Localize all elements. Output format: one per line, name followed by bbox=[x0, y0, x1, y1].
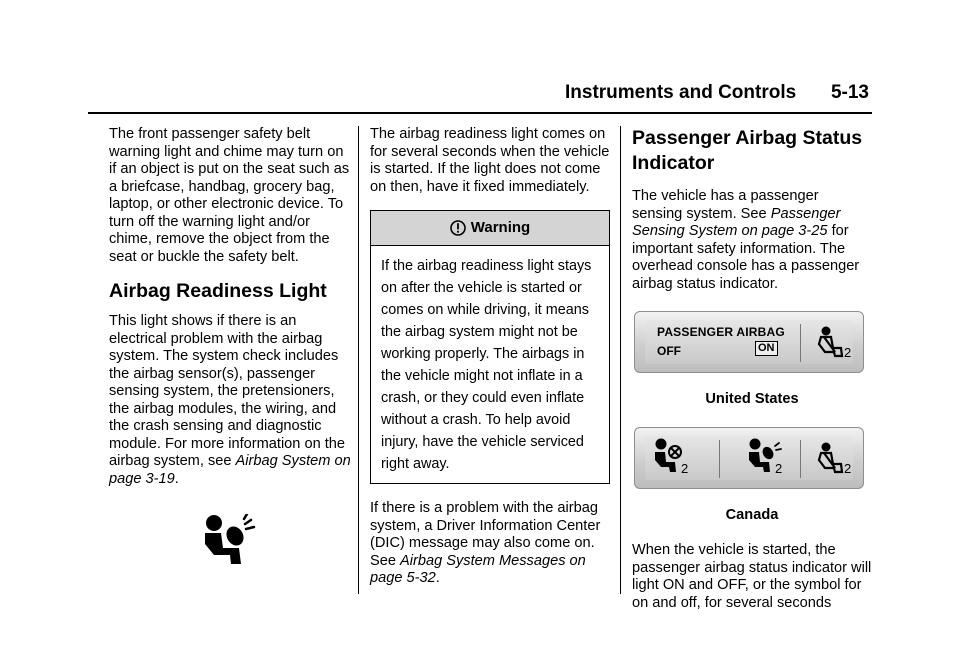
header-rule bbox=[88, 112, 872, 114]
column-divider bbox=[358, 126, 359, 594]
seat-number: 2 bbox=[775, 460, 783, 476]
figure-caption: Canada bbox=[725, 506, 779, 523]
warning-text: If the airbag readiness light stays on after the vehicle is started or comes on while driving, it means the airbag system might not be working properly. The airbags in the vehicle might not inflate in a crash, or they could even inflate without a crash. To help avoid injury, have the vehicle serviced right away. bbox=[381, 258, 592, 472]
seat-number: 2 bbox=[681, 460, 689, 476]
column-1 bbox=[109, 126, 351, 572]
paragraph-text: . bbox=[174, 470, 179, 487]
panel-divider bbox=[719, 440, 720, 478]
section-heading: Airbag Readiness Light bbox=[109, 280, 327, 302]
paragraph-text: for important safety information. The overhead console has a passenger airbag status indicator. bbox=[632, 223, 860, 292]
column-3 bbox=[632, 126, 872, 626]
paragraph-text: This light shows if there is an electrical problem with the airbag system. The system check includes the airbag sensor(s), passenger sensing system, the pretensioners, the airbag modules, the wiring, and the crash sensing and diagnostic module. For more information on the airbag system, see bbox=[109, 313, 346, 469]
seat-number: 2 bbox=[844, 345, 852, 360]
cross-reference[interactable]: Airbag System on page 3-19 bbox=[109, 453, 351, 487]
page-number: 5-13 bbox=[830, 82, 869, 103]
paragraph bbox=[109, 313, 351, 488]
cross-reference[interactable]: Passenger Sensing System on page 3-25 bbox=[632, 205, 841, 239]
paragraph: When the vehicle is started, the passenger airbag status indicator will light ON and OFF, or the symbol for on and off, for several seconds bbox=[632, 542, 872, 611]
paragraph-text: The vehicle has a passenger sensing system. See bbox=[632, 188, 819, 222]
cross-reference[interactable]: Airbag System Messages on page 5-32 bbox=[370, 552, 586, 586]
off-label: OFF bbox=[657, 344, 681, 358]
seat-number: 2 bbox=[844, 460, 852, 476]
warning-icon bbox=[450, 220, 466, 236]
section-heading: Passenger Airbag Status Indicator bbox=[632, 127, 863, 174]
column-divider bbox=[620, 126, 621, 594]
paragraph-text: . bbox=[435, 570, 440, 586]
airbag-readiness-icon bbox=[201, 514, 351, 572]
warning-header bbox=[371, 211, 609, 246]
paragraph bbox=[632, 188, 872, 293]
panel-divider bbox=[800, 440, 801, 478]
page-header bbox=[565, 82, 869, 104]
passenger-airbag-label: PASSENGER AIRBAG bbox=[657, 325, 785, 339]
paragraph bbox=[370, 500, 610, 588]
paragraph: The front passenger safety belt warning light and chime may turn on if an object is put on the seat such as a briefcase, handbag, grocery bag, laptop, or other electronic device. To turn off the warning light and/or chime, remove the object from the seat or buckle the safety belt. bbox=[109, 126, 350, 265]
us-status-indicator-panel bbox=[634, 311, 864, 373]
panel-divider bbox=[800, 324, 801, 362]
figure-caption: United States bbox=[705, 391, 799, 407]
section-title: Instruments and Controls bbox=[565, 82, 797, 103]
canada-status-indicator-panel bbox=[634, 427, 864, 489]
paragraph: The airbag readiness light comes on for several seconds when the vehicle is started. If the light does not come on then, have it fixed immediately. bbox=[370, 126, 610, 195]
on-label: ON bbox=[755, 341, 778, 356]
paragraph-text: If there is a problem with the airbag system, a Driver Information Center (DIC) message may also come on. See bbox=[370, 500, 601, 569]
column-2 bbox=[370, 126, 610, 602]
warning-box bbox=[370, 210, 610, 484]
warning-title: Warning bbox=[470, 219, 531, 237]
